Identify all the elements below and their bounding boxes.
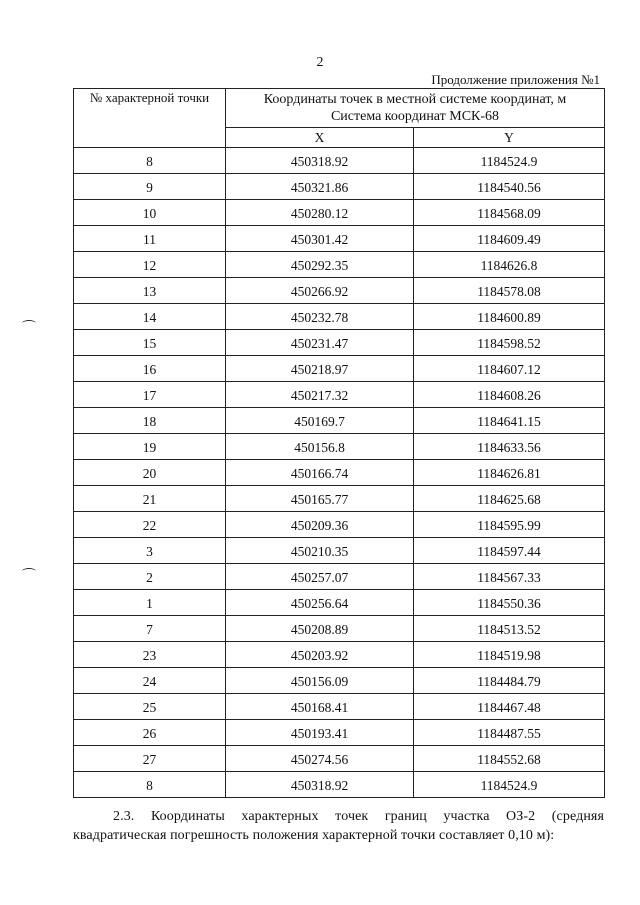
table-row <box>74 148 605 174</box>
header-y: Y <box>414 128 605 148</box>
cell-x: 450156.8 <box>226 434 414 460</box>
table-row <box>74 642 605 668</box>
cell-x: 450208.89 <box>226 616 414 642</box>
cell-y: 1184600.89 <box>414 304 605 330</box>
cell-x: 450321.86 <box>226 174 414 200</box>
table-row <box>74 694 605 720</box>
cell-x: 450318.92 <box>226 148 414 174</box>
table-row <box>74 174 605 200</box>
cell-y: 1184607.12 <box>414 356 605 382</box>
scan-mark <box>22 320 36 327</box>
cell-y: 1184484.79 <box>414 668 605 694</box>
cell-point: 10 <box>74 200 226 226</box>
table-row <box>74 616 605 642</box>
cell-x: 450274.56 <box>226 746 414 772</box>
cell-x: 450166.74 <box>226 460 414 486</box>
cell-x: 450318.92 <box>226 772 414 798</box>
cell-y: 1184540.56 <box>414 174 605 200</box>
cell-point: 8 <box>74 772 226 798</box>
cell-point: 22 <box>74 512 226 538</box>
cell-y: 1184633.56 <box>414 434 605 460</box>
cell-point: 15 <box>74 330 226 356</box>
cell-y: 1184513.52 <box>414 616 605 642</box>
section-paragraph: 2.3. Координаты характерных точек границ участка ОЗ-2 (средняя квадратическая погрешность положения характерной точки составляет 0,10 м): <box>73 809 604 843</box>
table-row <box>74 226 605 252</box>
cell-x: 450257.07 <box>226 564 414 590</box>
table-row <box>74 382 605 408</box>
cell-point: 14 <box>74 304 226 330</box>
cell-point: 3 <box>74 538 226 564</box>
cell-point: 20 <box>74 460 226 486</box>
cell-y: 1184550.36 <box>414 590 605 616</box>
page-number: 2 <box>316 55 324 70</box>
cell-x: 450193.41 <box>226 720 414 746</box>
table-row <box>74 746 605 772</box>
cell-x: 450256.64 <box>226 590 414 616</box>
cell-x: 450165.77 <box>226 486 414 512</box>
cell-x: 450156.09 <box>226 668 414 694</box>
cell-point: 2 <box>74 564 226 590</box>
cell-y: 1184519.98 <box>414 642 605 668</box>
scan-mark <box>22 568 36 575</box>
cell-y: 1184578.08 <box>414 278 605 304</box>
cell-y: 1184524.9 <box>414 148 605 174</box>
table-row <box>74 330 605 356</box>
header-system-line1: Координаты точек в местной системе координат, м <box>263 92 567 107</box>
table-row <box>74 200 605 226</box>
cell-x: 450280.12 <box>226 200 414 226</box>
cell-point: 24 <box>74 668 226 694</box>
cell-point: 26 <box>74 720 226 746</box>
cell-x: 450301.42 <box>226 226 414 252</box>
cell-y: 1184597.44 <box>414 538 605 564</box>
cell-y: 1184625.68 <box>414 486 605 512</box>
cell-x: 450292.35 <box>226 252 414 278</box>
cell-x: 450169.7 <box>226 408 414 434</box>
header-system-line2: Система координат МСК-68 <box>330 109 500 124</box>
table-row <box>74 460 605 486</box>
cell-point: 16 <box>74 356 226 382</box>
table-row <box>74 434 605 460</box>
cell-point: 23 <box>74 642 226 668</box>
table-row <box>74 720 605 746</box>
table-row <box>74 538 605 564</box>
cell-x: 450203.92 <box>226 642 414 668</box>
table-row <box>74 564 605 590</box>
cell-x: 450209.36 <box>226 512 414 538</box>
cell-y: 1184641.15 <box>414 408 605 434</box>
cell-point: 8 <box>74 148 226 174</box>
cell-point: 19 <box>74 434 226 460</box>
cell-x: 450168.41 <box>226 694 414 720</box>
cell-y: 1184567.33 <box>414 564 605 590</box>
header-point-number: № характерной точки <box>74 89 226 148</box>
cell-point: 25 <box>74 694 226 720</box>
cell-y: 1184552.68 <box>414 746 605 772</box>
header-x: X <box>226 128 414 148</box>
cell-y: 1184626.81 <box>414 460 605 486</box>
cell-x: 450218.97 <box>226 356 414 382</box>
cell-y: 1184524.9 <box>414 772 605 798</box>
cell-point: 11 <box>74 226 226 252</box>
cell-y: 1184467.48 <box>414 694 605 720</box>
table-body <box>74 148 605 798</box>
table-row <box>74 304 605 330</box>
cell-point: 7 <box>74 616 226 642</box>
cell-point: 21 <box>74 486 226 512</box>
cell-x: 450231.47 <box>226 330 414 356</box>
appendix-note: Продолжение приложения №1 <box>431 72 600 87</box>
cell-x: 450266.92 <box>226 278 414 304</box>
table-row <box>74 356 605 382</box>
cell-y: 1184487.55 <box>414 720 605 746</box>
cell-x: 450217.32 <box>226 382 414 408</box>
cell-point: 1 <box>74 590 226 616</box>
cell-point: 18 <box>74 408 226 434</box>
cell-y: 1184598.52 <box>414 330 605 356</box>
cell-x: 450232.78 <box>226 304 414 330</box>
cell-y: 1184609.49 <box>414 226 605 252</box>
cell-y: 1184595.99 <box>414 512 605 538</box>
table-row <box>74 512 605 538</box>
cell-point: 13 <box>74 278 226 304</box>
cell-point: 9 <box>74 174 226 200</box>
cell-x: 450210.35 <box>226 538 414 564</box>
cell-y: 1184568.09 <box>414 200 605 226</box>
table-row <box>74 408 605 434</box>
cell-y: 1184608.26 <box>414 382 605 408</box>
header-coordinate-system <box>226 89 605 128</box>
table-row <box>74 486 605 512</box>
cell-point: 17 <box>74 382 226 408</box>
table-row <box>74 590 605 616</box>
table-row <box>74 252 605 278</box>
table-row <box>74 278 605 304</box>
cell-y: 1184626.8 <box>414 252 605 278</box>
table-row <box>74 772 605 798</box>
table-row <box>74 668 605 694</box>
coordinates-table <box>73 88 605 798</box>
cell-point: 12 <box>74 252 226 278</box>
cell-point: 27 <box>74 746 226 772</box>
